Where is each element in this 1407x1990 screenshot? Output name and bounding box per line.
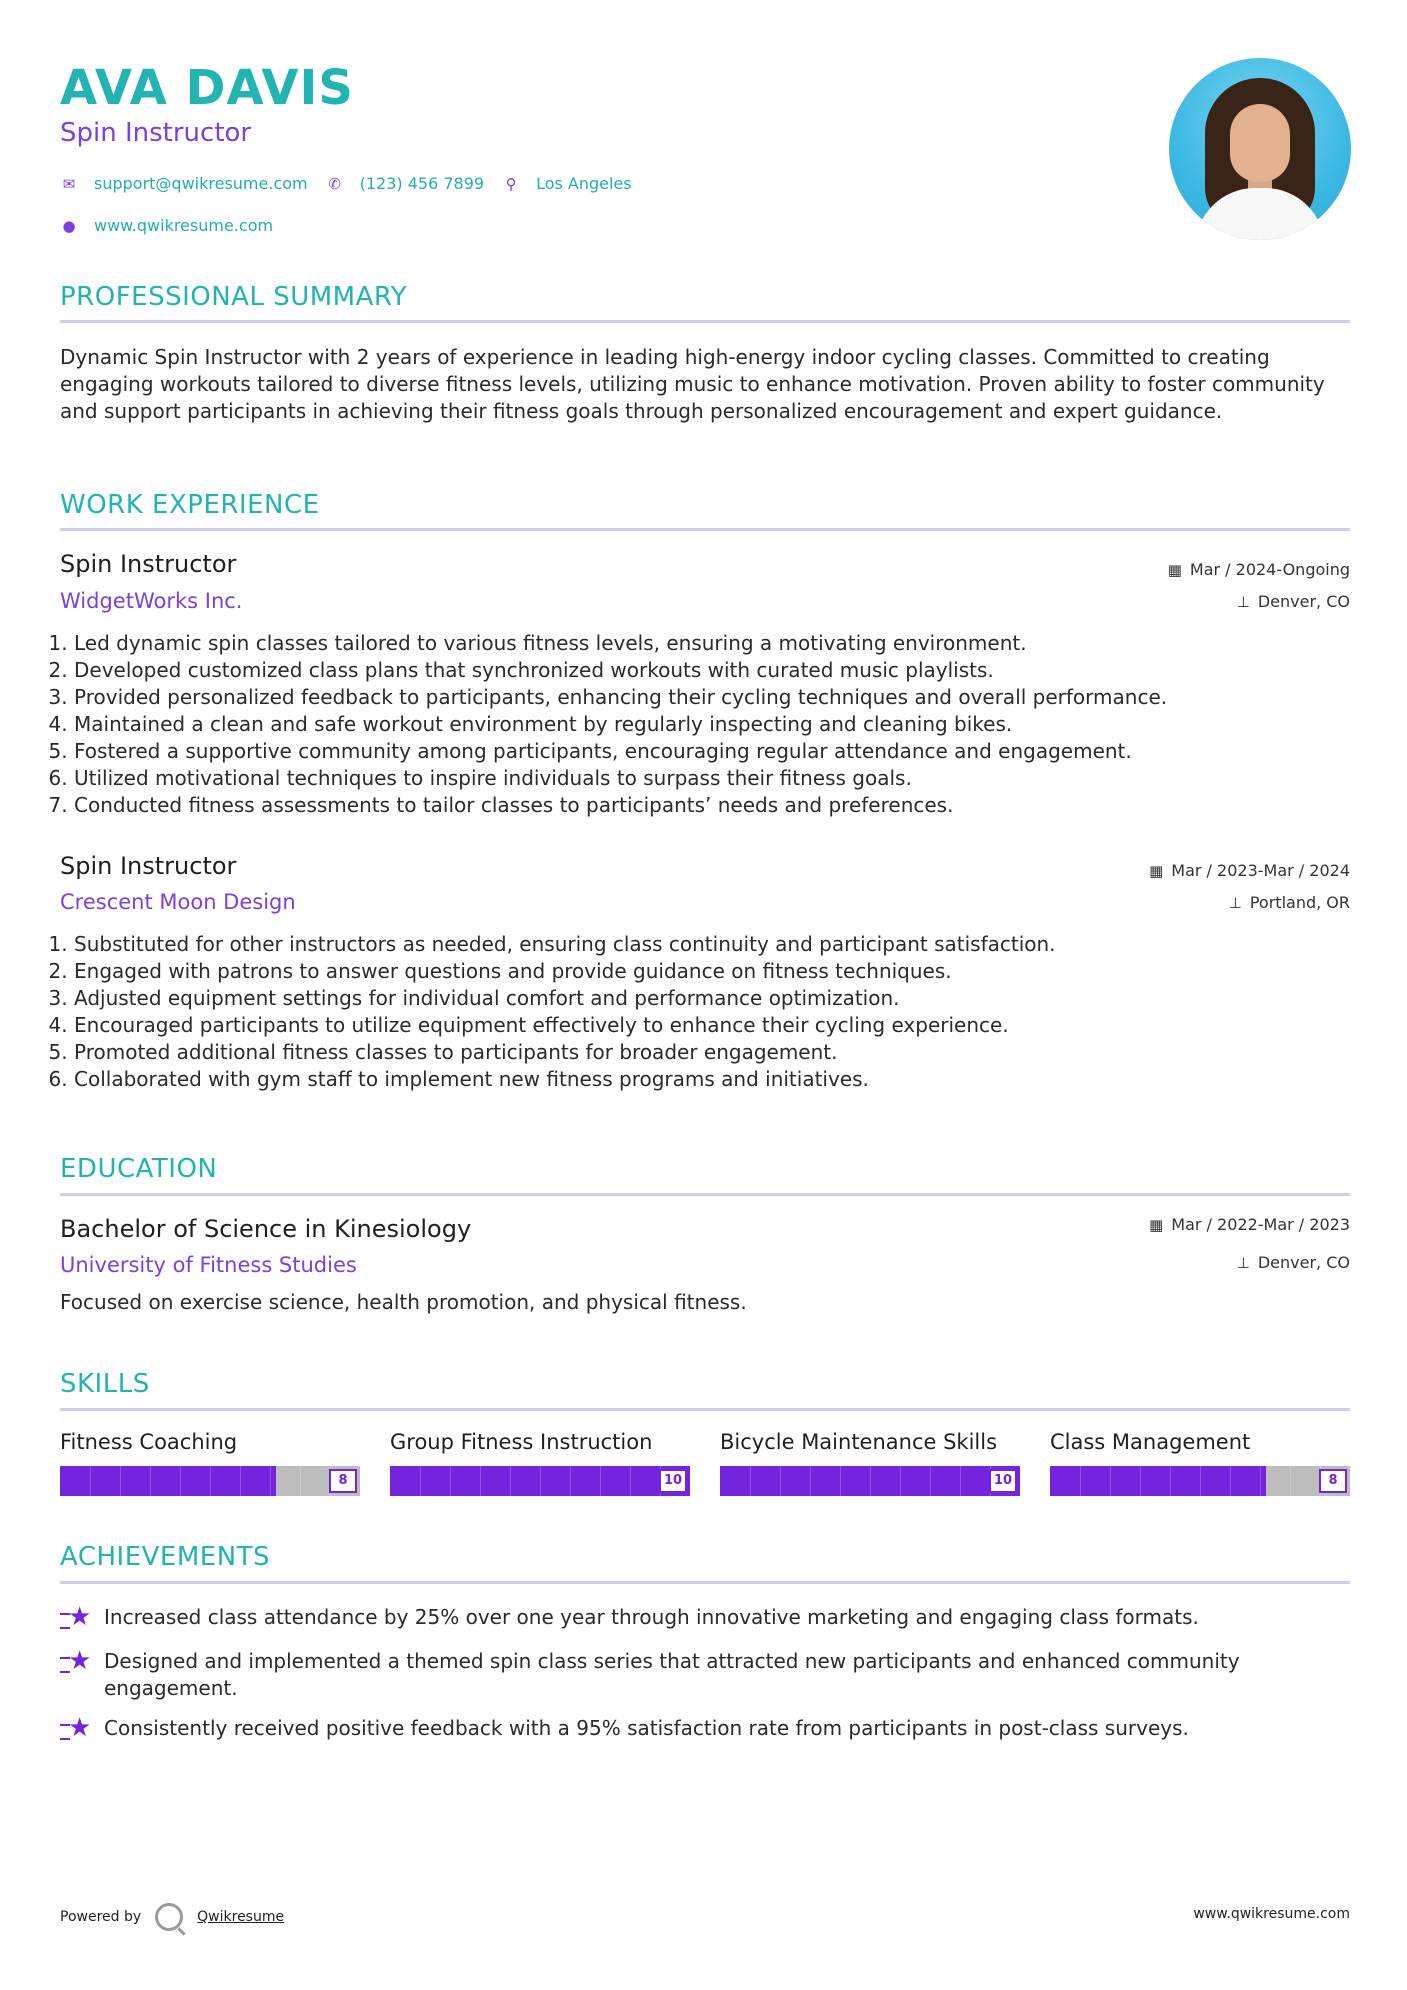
job-dates xyxy=(1168,560,1350,579)
job-location-text: Portland, OR xyxy=(1249,893,1350,912)
skill-segment-divider xyxy=(240,1466,241,1496)
duty-item: 5. Fostered a supportive community among participants, encouraging regular attendance and engagement. xyxy=(74,738,1346,765)
achievement-item xyxy=(60,1648,1350,1702)
skill-segment-divider xyxy=(840,1466,841,1496)
skill-segment-divider xyxy=(870,1466,871,1496)
duty-item: 2. Developed customized class plans that synchronized workouts with curated music playlists. xyxy=(74,657,1346,684)
job-dates xyxy=(1149,861,1350,880)
duty-item: 3. Provided personalized feedback to participants, enhancing their cycling techniques and overall performance. xyxy=(74,684,1346,711)
duty-list xyxy=(56,630,1346,819)
skill-segment-divider xyxy=(90,1466,91,1496)
calendar-icon: ▦ xyxy=(1167,560,1182,579)
job-location-text: Denver, CO xyxy=(1257,592,1350,611)
duty-item: 2. Engaged with patrons to answer questions and provide guidance on fitness techniques. xyxy=(74,958,1346,985)
section-divider xyxy=(60,528,1350,531)
brand-link[interactable]: Qwikresume xyxy=(197,1909,285,1925)
skill-segment-divider xyxy=(1290,1466,1291,1496)
skill-segment-divider xyxy=(1230,1466,1231,1496)
company-name: Crescent Moon Design xyxy=(60,890,296,914)
star-icon: ★ xyxy=(60,1715,104,1742)
skill-segment-divider xyxy=(1170,1466,1171,1496)
degree-title: Bachelor of Science in Kinesiology xyxy=(60,1215,472,1243)
skill-item xyxy=(390,1430,690,1496)
skill-segment-divider xyxy=(600,1466,601,1496)
education-dates-text: Mar / 2022-Mar / 2023 xyxy=(1171,1215,1350,1234)
skill-level-bar xyxy=(60,1466,360,1496)
school-name: University of Fitness Studies xyxy=(60,1253,357,1277)
skill-name: Fitness Coaching xyxy=(60,1430,238,1454)
job-dates-text: Mar / 2023-Mar / 2024 xyxy=(1171,861,1350,880)
candidate-name: AVA DAVIS xyxy=(60,60,354,116)
duty-item: 6. Utilized motivational techniques to inspire individuals to surpass their fitness goals. xyxy=(74,765,1346,792)
skill-name: Class Management xyxy=(1050,1430,1251,1454)
skill-segment-divider xyxy=(510,1466,511,1496)
duty-list xyxy=(56,931,1346,1093)
duty-item: 1. Led dynamic spin classes tailored to various fitness levels, ensuring a motivating environment. xyxy=(74,630,1346,657)
duty-item: 5. Promoted additional fitness classes to participants for broader engagement. xyxy=(74,1039,1346,1066)
candidate-role: Spin Instructor xyxy=(60,118,252,148)
skill-segment-divider xyxy=(570,1466,571,1496)
skill-level-value: 10 xyxy=(659,1469,687,1493)
pushpin-icon: ⊥ xyxy=(1236,1253,1250,1272)
pushpin-icon: ⊥ xyxy=(1236,592,1250,611)
section-title-skills: SKILLS xyxy=(60,1369,150,1399)
duty-item: 1. Substituted for other instructors as needed, ensuring class continuity and participant satisfaction. xyxy=(74,931,1346,958)
skill-level-bar xyxy=(390,1466,690,1496)
contact-row xyxy=(60,174,632,193)
footer-website[interactable]: www.qwikresume.com xyxy=(1193,1906,1350,1922)
pushpin-icon: ⊥ xyxy=(1228,893,1242,912)
skill-segment-divider xyxy=(780,1466,781,1496)
duty-item: 6. Collaborated with gym staff to implement new fitness programs and initiatives. xyxy=(74,1066,1346,1093)
skill-segment-divider xyxy=(1200,1466,1201,1496)
skill-segment-divider xyxy=(810,1466,811,1496)
section-title-summary: PROFESSIONAL SUMMARY xyxy=(60,282,408,312)
calendar-icon: ▦ xyxy=(1149,861,1164,880)
skill-segment-divider xyxy=(1080,1466,1081,1496)
calendar-icon: ▦ xyxy=(1149,1215,1164,1234)
skill-segment-divider xyxy=(960,1466,961,1496)
skill-segment-divider xyxy=(150,1466,151,1496)
skill-segment-divider xyxy=(480,1466,481,1496)
powered-by-text: Powered by xyxy=(60,1909,142,1925)
skill-item xyxy=(1050,1430,1350,1496)
skill-segment-divider xyxy=(630,1466,631,1496)
skill-item xyxy=(720,1430,1020,1496)
section-divider xyxy=(60,320,1350,323)
skill-segment-divider xyxy=(300,1466,301,1496)
skills-grid xyxy=(60,1430,1350,1500)
skill-segment-divider xyxy=(420,1466,421,1496)
duty-item: 4. Encouraged participants to utilize equipment effectively to enhance their cycling experience. xyxy=(74,1012,1346,1039)
achievement-item xyxy=(60,1715,1350,1742)
skill-segment-divider xyxy=(750,1466,751,1496)
job-location xyxy=(1229,893,1350,912)
education-location-text: Denver, CO xyxy=(1257,1253,1350,1272)
education-location xyxy=(1237,1253,1350,1272)
duty-item: 7. Conducted fitness assessments to tailor classes to participants’ needs and preferences. xyxy=(74,792,1346,819)
achievement-item xyxy=(60,1604,1350,1631)
phone-icon: ✆ xyxy=(328,174,341,193)
skill-name: Group Fitness Instruction xyxy=(390,1430,653,1454)
envelope-icon: ✉ xyxy=(62,174,76,193)
achievement-text: Increased class attendance by 25% over one year through innovative marketing and engaging class formats. xyxy=(104,1605,1199,1629)
duty-item: 3. Adjusted equipment settings for individual comfort and performance optimization. xyxy=(74,985,1346,1012)
achievement-text: Consistently received positive feedback with a 95% satisfaction rate from participants in post-class surveys. xyxy=(104,1716,1189,1740)
section-divider xyxy=(60,1581,1350,1584)
qwikresume-logo-icon xyxy=(155,1903,183,1931)
phone-text: (123) 456 7899 xyxy=(359,174,485,193)
duty-item: 4. Maintained a clean and safe workout environment by regularly inspecting and cleaning bikes. xyxy=(74,711,1346,738)
section-title-experience: WORK EXPERIENCE xyxy=(60,490,320,520)
email-link[interactable]: support@qwikresume.com xyxy=(94,174,308,193)
section-title-achievements: ACHIEVEMENTS xyxy=(60,1542,271,1572)
skill-level-value: 10 xyxy=(989,1469,1017,1493)
section-divider xyxy=(60,1408,1350,1411)
skill-segment-divider xyxy=(1110,1466,1111,1496)
section-title-education: EDUCATION xyxy=(60,1154,218,1184)
job-duties xyxy=(56,931,1346,1093)
star-icon: ★ xyxy=(60,1604,104,1631)
skill-segment-divider xyxy=(900,1466,901,1496)
skill-segment-divider xyxy=(120,1466,121,1496)
skill-segment-divider xyxy=(270,1466,271,1496)
skill-level-bar xyxy=(720,1466,1020,1496)
map-pin-icon: ⚲ xyxy=(505,174,517,193)
skill-level-value: 8 xyxy=(329,1469,357,1493)
job-title: Spin Instructor xyxy=(60,550,237,578)
section-divider xyxy=(60,1193,1350,1196)
summary-text: Dynamic Spin Instructor with 2 years of experience in leading high-energy indoor cycling classes. Committed to creating engaging workouts tailored to diverse fitness levels, utilizing music to enhance motivation. Proven ability to foster community and support participants in achieving their fitness goals through personalized encouragement and expert guidance. xyxy=(60,345,1325,423)
education-dates xyxy=(1149,1215,1350,1234)
skill-level-fill xyxy=(1050,1466,1266,1496)
job-title: Spin Instructor xyxy=(60,852,237,880)
skill-segment-divider xyxy=(180,1466,181,1496)
location-text: Los Angeles xyxy=(536,174,632,193)
skill-segment-divider xyxy=(210,1466,211,1496)
skill-item xyxy=(60,1430,360,1496)
skill-segment-divider xyxy=(930,1466,931,1496)
job-location xyxy=(1237,592,1350,611)
skill-level-value: 8 xyxy=(1319,1469,1347,1493)
website-row xyxy=(60,216,273,235)
skill-segment-divider xyxy=(1140,1466,1141,1496)
education-text: Focused on exercise science, health promotion, and physical fitness. xyxy=(60,1290,747,1314)
star-icon: ★ xyxy=(60,1648,104,1702)
skill-segment-divider xyxy=(1260,1466,1261,1496)
job-duties xyxy=(56,630,1346,819)
skill-segment-divider xyxy=(540,1466,541,1496)
globe-icon: ● xyxy=(62,216,76,235)
company-name: WidgetWorks Inc. xyxy=(60,589,243,613)
skill-name: Bicycle Maintenance Skills xyxy=(720,1430,998,1454)
achievement-text: Designed and implemented a themed spin class series that attracted new participants and enhanced community engagement. xyxy=(104,1649,1240,1700)
profile-photo xyxy=(1169,58,1351,240)
skill-level-bar xyxy=(1050,1466,1350,1496)
job-dates-text: Mar / 2024-Ongoing xyxy=(1189,560,1350,579)
skill-level-fill xyxy=(60,1466,276,1496)
website-link[interactable]: www.qwikresume.com xyxy=(94,216,274,235)
skill-segment-divider xyxy=(450,1466,451,1496)
footer-branding xyxy=(60,1903,284,1931)
